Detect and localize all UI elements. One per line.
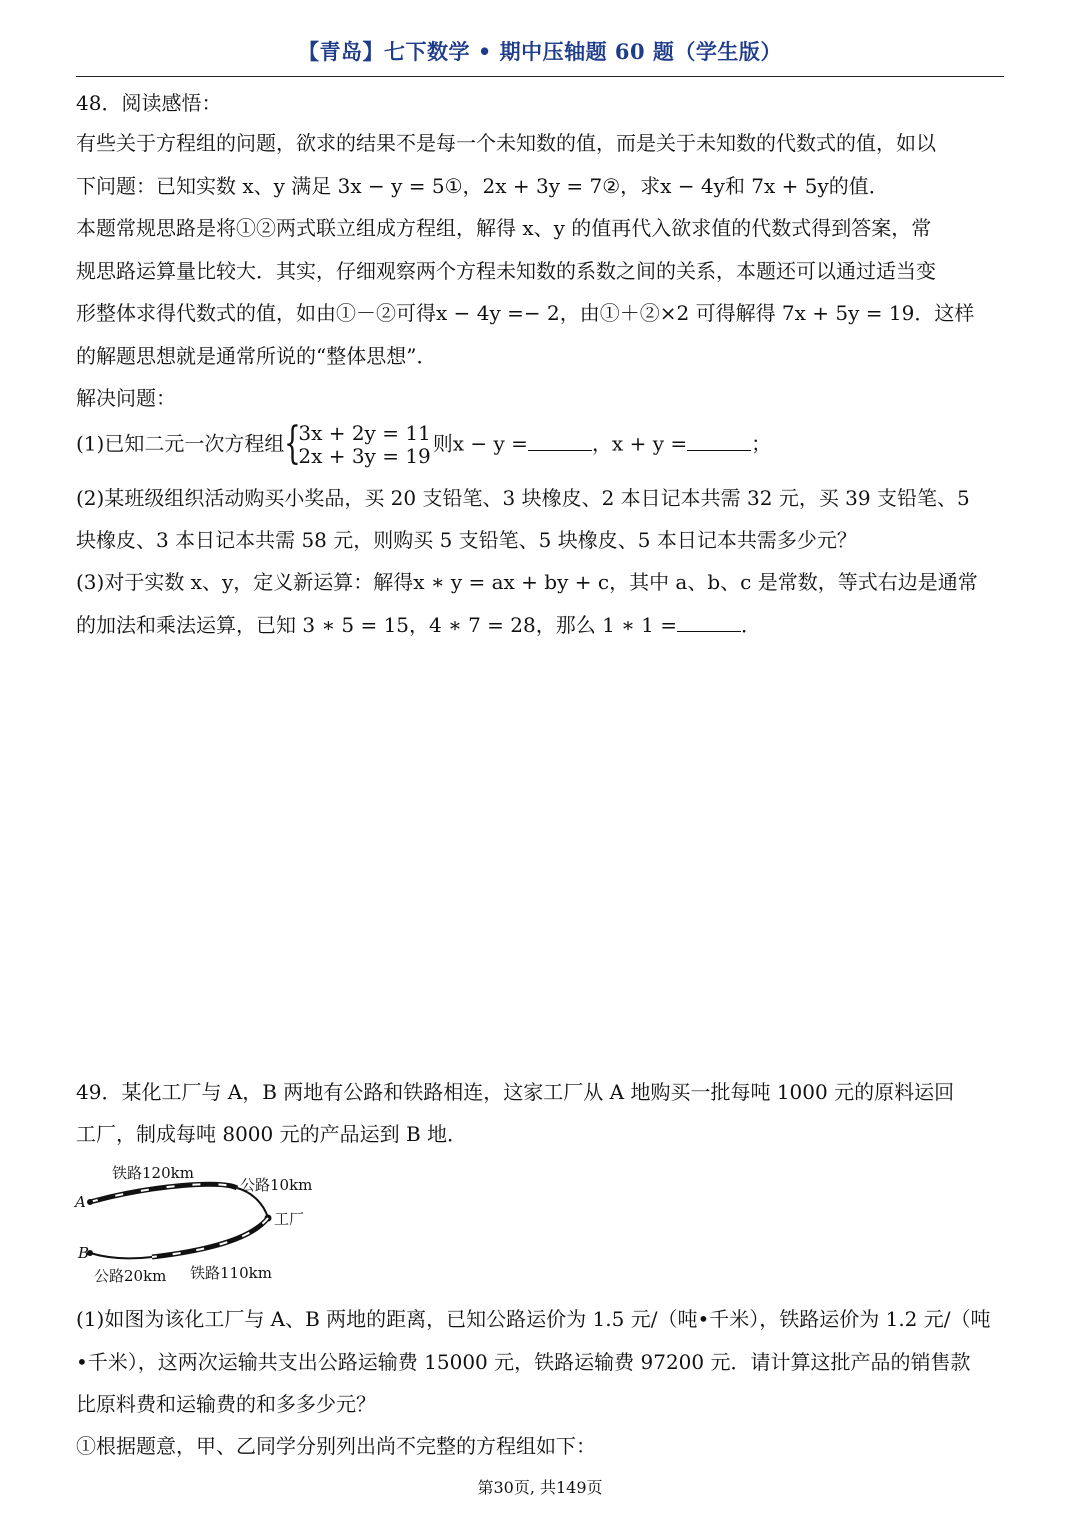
q48-sub3a: (3)对于实数 x、y，定义新运算：解得x ∗ y = ax + by + c，其中 a、b、c 是常数，等式右边是通常 bbox=[76, 570, 978, 594]
q49-paragraph-1a: 49．某化工厂与 A，B 两地有公路和铁路相连，这家工厂从 A 地购买一批每吨 1000 元的原料运回 bbox=[76, 1080, 955, 1104]
label-point-a: A bbox=[75, 1193, 86, 1211]
rail-route-top bbox=[90, 1184, 237, 1202]
answer-blank-3 bbox=[677, 611, 741, 632]
label-road-20km: 公路20km bbox=[94, 1267, 167, 1285]
q49-sub1b: •千米），这两次运输共支出公路运输费 15000 元，铁路运输费 97200 元．请计算这批产品的销售款 bbox=[76, 1350, 971, 1374]
q49-sub1d: ①根据题意，甲、乙同学分别列出尚不完整的方程组如下： bbox=[76, 1434, 596, 1458]
q48-sub2b: 块橡皮、3 本日记本共需 58 元，则购买 5 支铅笔、5 块橡皮、5 本日记本共需多少元？ bbox=[76, 528, 857, 552]
label-point-b: B bbox=[78, 1244, 90, 1262]
answer-blank-1 bbox=[528, 430, 592, 451]
equation-2: 2x + 3y = 19 bbox=[298, 444, 431, 468]
q48-paragraph-1b: 下问题：已知实数 x、y 满足 3x − y = 5①，2x + 3y = 7②，求x − 4y和 7x + 5y的值． bbox=[76, 174, 889, 198]
point-a-marker bbox=[87, 1199, 93, 1205]
answer-blank-2 bbox=[687, 430, 751, 451]
q48-paragraph-2c: 形整体求得代数式的值，如由①－②可得x − 4y =− 2，由①＋②×2 可得解得 7x + 5y = 19．这样 bbox=[76, 301, 975, 325]
label-rail-120km: 铁路120km bbox=[112, 1164, 194, 1182]
brace-icon: { bbox=[284, 418, 302, 469]
rail-route-bottom-dash bbox=[152, 1218, 268, 1257]
equation-1: 3x + 2y = 11 bbox=[298, 421, 431, 445]
q49-sub1a: (1)如图为该化工厂与 A、B 两地的距离，已知公路运价为 1.5 元/（吨•千米），铁路运价为 1.2 元/（吨 bbox=[76, 1307, 991, 1331]
q48-title: 48．阅读感悟： bbox=[76, 91, 222, 115]
q48-paragraph-2a: 本题常规思路是将①②两式联立组成方程组，解得 x、y 的值再代入欲求值的代数式得到答案，常 bbox=[76, 216, 932, 240]
label-factory: 工厂 bbox=[274, 1210, 305, 1228]
transport-route-diagram bbox=[72, 1160, 372, 1290]
q48-paragraph-2b: 规思路运算量比较大．其实，仔细观察两个方程未知数的系数之间的关系，本题还可以通过适当变 bbox=[76, 259, 936, 283]
q48-paragraph-1a: 有些关于方程组的问题，欲求的结果不是每一个未知数的值，而是关于未知数的代数式的值，如以 bbox=[76, 131, 936, 155]
q48-sub2a: (2)某班级组织活动购买小奖品，买 20 支铅笔、3 块橡皮、2 本日记本共需 32 元，买 39 支铅笔、5 bbox=[76, 486, 970, 510]
q48-sub1-prefix: (1)已知二元一次方程组 bbox=[76, 431, 285, 456]
q48-sub1 bbox=[76, 418, 772, 469]
rail-route-bottom bbox=[152, 1218, 268, 1257]
q49-sub1c: 比原料费和运输费的和多多少元？ bbox=[76, 1392, 376, 1416]
q48-sub3-end: ． bbox=[740, 613, 761, 637]
road-route-bottom bbox=[90, 1253, 152, 1258]
q48-sub1-end: ； bbox=[751, 431, 772, 456]
label-road-10km: 公路10km bbox=[240, 1176, 313, 1194]
header-divider bbox=[76, 76, 1004, 77]
q48-sub3b bbox=[76, 610, 761, 640]
label-rail-110km: 铁路110km bbox=[190, 1264, 272, 1282]
q48-sub1-sep: ，x + y = bbox=[591, 431, 688, 456]
q48-paragraph-2d: 的解题思想就是通常所说的“整体思想”． bbox=[76, 344, 437, 368]
q48-sub3b-text: 的加法和乘法运算，已知 3 ∗ 5 = 15，4 ∗ 7 = 28，那么 1 ∗ 1 = bbox=[76, 613, 677, 637]
page-header-title: 【青岛】七下数学 • 期中压轴题 60 题（学生版） bbox=[298, 39, 782, 64]
page-number: 第30页, 共149页 bbox=[477, 1478, 603, 1497]
q49-paragraph-1b: 工厂，制成每吨 8000 元的产品运到 B 地． bbox=[76, 1122, 468, 1146]
q48-solve-heading: 解决问题： bbox=[76, 386, 176, 410]
q48-sub1-mid: 则x − y = bbox=[432, 431, 528, 456]
equation-system bbox=[284, 418, 431, 469]
